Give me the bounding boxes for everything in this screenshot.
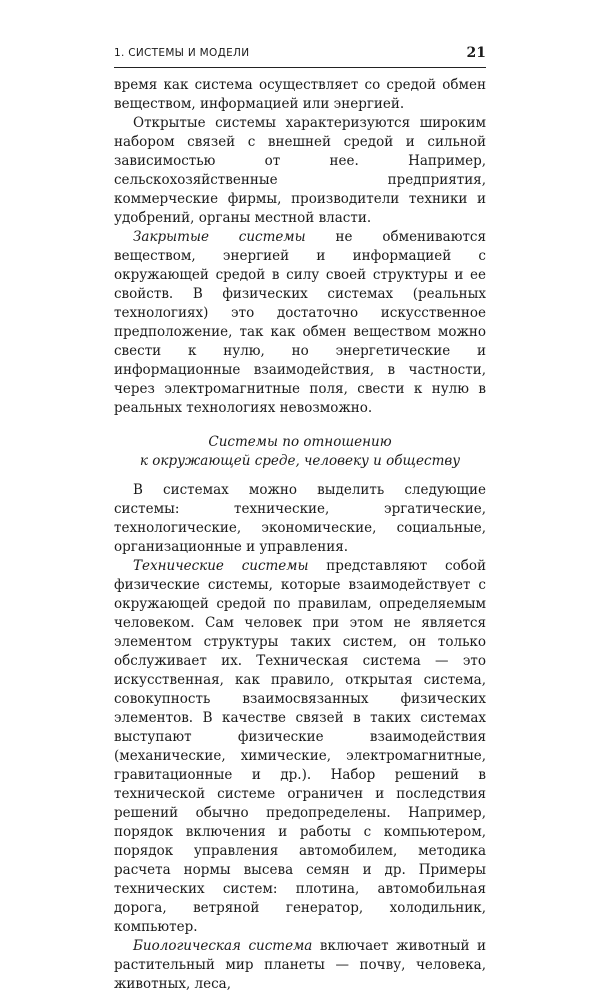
page-number: 21: [466, 45, 486, 61]
section-title-line-2: к окружающей среде, человеку и обществу: [139, 453, 461, 469]
paragraph-open-systems: Открытые системы характеризуются широким набором связей с внешней средой и сильной зависимостью от нее. Например, сельскохозяйственные предприятия, коммерческие фирмы, производители техники и удобрений, органы местной власти.: [114, 115, 486, 226]
term-technical-systems: Технические системы: [133, 558, 309, 574]
paragraph-system-types: В системах можно выделить следующие системы: технические, эргатические, технологические, экономические, социальные, организационные и управления.: [114, 482, 486, 555]
section-title-line-1: Системы по отношению: [208, 434, 392, 450]
term-closed-systems: Закрытые системы: [133, 229, 306, 245]
paragraph-technical-systems-text: представляют собой физические системы, которые взаимодействует с окружающей средой по правилам, определяемым человеком. Сам человек при этом не является элементом структуры таких систем, он только обслуживает их. Техническая система — это искусственная, как правило, открытая система, совокупность взаимосвязанных физических элементов. В качестве связей в таких системах выступают физические взаимодействия (механические, химические, электромагнитные, гравитационные и др.). Набор решений в технической системе ограничен и последствия решений обычно предопределены. Например, порядок включения и работы с компьютером, порядок управления автомобилем, методика расчета нормы высева семян и др. Примеры технических систем: плотина, автомобильная дорога, ветряной генератор, холодильник, компьютер.: [114, 558, 486, 935]
paragraph-technical-systems: [114, 557, 486, 937]
page-header: [114, 45, 486, 68]
paragraph-biological-system: [114, 937, 486, 994]
paragraph-closed-systems: [114, 228, 486, 418]
running-head: 1. СИСТЕМЫ И МОДЕЛИ: [114, 47, 250, 59]
section-title: [114, 433, 486, 471]
paragraph-continued: время как система осуществляет со средой обмен веществом, информацией или энергией.: [114, 77, 486, 112]
paragraph-biological-system-text: включает животный и растительный мир планеты — почву, человека, животных, леса,: [114, 938, 487, 992]
paragraph-closed-systems-text: не обмениваются веществом, энергией и информацией с окружающей средой в силу своей структуры и ее свойств. В физических системах (реальных технологиях) это достаточно искусственное предположение, так как обмен веществом можно свести к нулю, но энергетические и информационные взаимодействия, в частности, через электромагнитные поля, свести к нулю в реальных технологиях невозможно.: [114, 229, 487, 416]
body-text: [114, 76, 486, 994]
term-biological-system: Биологическая система: [133, 938, 313, 954]
